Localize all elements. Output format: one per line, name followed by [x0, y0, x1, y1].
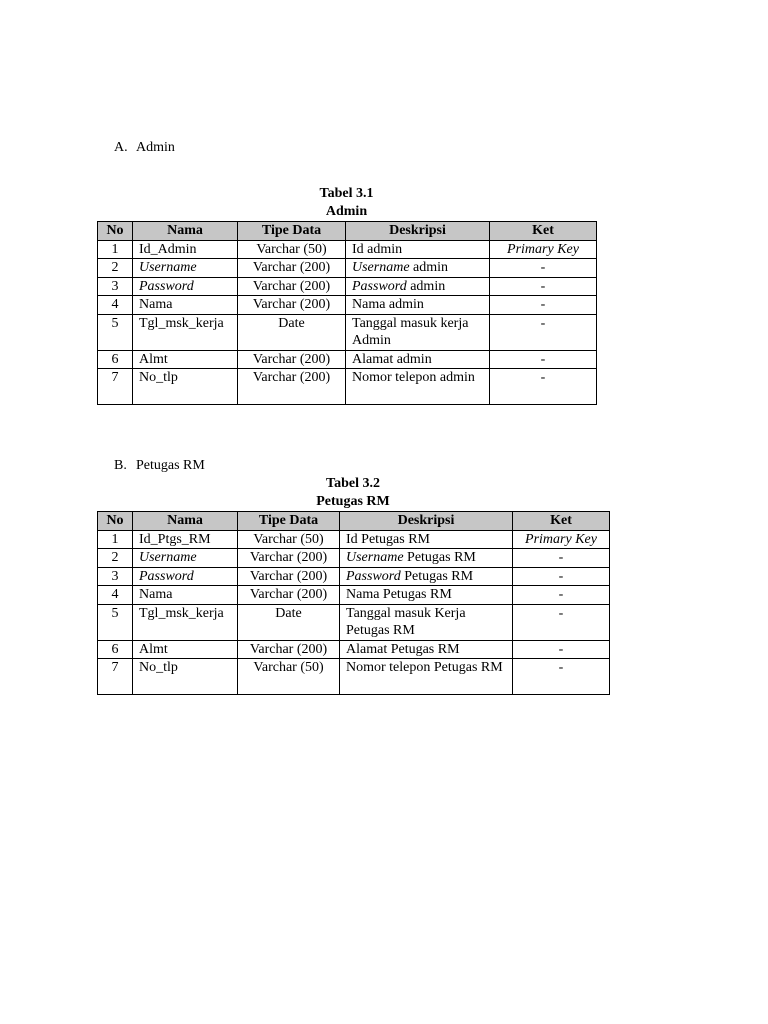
cell-no: 4 — [98, 586, 133, 605]
desc-text: Id admin — [352, 241, 403, 257]
cell-ket: - — [490, 314, 597, 350]
cell-nama: Id_Admin — [133, 240, 238, 259]
table-caption-petugas-rm — [97, 475, 609, 511]
table-row — [98, 259, 597, 278]
cell-tipe: Date — [238, 604, 340, 640]
cell-tipe: Varchar (200) — [238, 296, 346, 315]
section-title: Admin — [136, 140, 175, 155]
cell-no: 2 — [98, 549, 133, 568]
cell-ket: - — [490, 350, 597, 369]
column-header-nama: Nama — [133, 512, 238, 531]
cell-no: 3 — [98, 277, 133, 296]
cell-deskripsi — [340, 549, 513, 568]
section-title: Petugas RM — [136, 458, 205, 473]
cell-tipe: Varchar (200) — [238, 350, 346, 369]
column-header-no: No — [98, 222, 133, 241]
cell-tipe: Varchar (200) — [238, 259, 346, 278]
cell-ket: - — [513, 640, 610, 659]
cell-nama: No_tlp — [133, 659, 238, 695]
table-row — [98, 277, 597, 296]
table-row — [98, 604, 610, 640]
column-header-deskripsi: Deskripsi — [346, 222, 490, 241]
cell-no: 6 — [98, 350, 133, 369]
desc-text: Petugas RM — [400, 568, 474, 584]
cell-nama: Nama — [133, 296, 238, 315]
table-title: Admin — [325, 204, 368, 219]
cell-nama: Almt — [133, 640, 238, 659]
table-title: Petugas RM — [316, 494, 390, 509]
desc-text: admin — [409, 260, 449, 275]
desc-text: admin — [406, 278, 446, 294]
cell-no: 1 — [98, 530, 133, 549]
table-row — [98, 659, 610, 695]
cell-deskripsi — [340, 586, 513, 605]
cell-deskripsi — [346, 314, 490, 350]
desc-italic: Password — [352, 278, 407, 294]
column-header-deskripsi: Deskripsi — [340, 512, 513, 531]
cell-ket: - — [513, 567, 610, 586]
cell-deskripsi — [346, 296, 490, 315]
cell-ket: - — [513, 604, 610, 640]
cell-ket: - — [513, 549, 610, 568]
cell-no: 3 — [98, 567, 133, 586]
cell-tipe: Varchar (50) — [238, 530, 340, 549]
table-header-row — [98, 512, 610, 531]
cell-nama: Username — [133, 259, 238, 278]
table-caption-admin — [97, 185, 596, 221]
cell-nama: Password — [133, 567, 238, 586]
desc-text: Petugas RM — [403, 550, 476, 565]
cell-nama: Password — [133, 277, 238, 296]
desc-text: Tanggal masuk kerja Admin — [352, 315, 469, 348]
cell-ket: Primary Key — [513, 530, 610, 549]
column-header-nama: Nama — [133, 222, 238, 241]
section-letter: B. — [114, 458, 127, 473]
cell-no: 5 — [98, 314, 133, 350]
section-letter: A. — [114, 140, 128, 155]
cell-tipe: Varchar (200) — [238, 586, 340, 605]
table-row — [98, 314, 597, 350]
cell-nama: Id_Ptgs_RM — [133, 530, 238, 549]
cell-no: 7 — [98, 659, 133, 695]
section-heading-petugas-rm — [114, 458, 205, 474]
desc-text: Nomor telepon Petugas RM — [346, 660, 503, 675]
cell-ket: - — [490, 369, 597, 405]
table-row — [98, 530, 610, 549]
column-header-tipe-data: Tipe Data — [238, 512, 340, 531]
cell-tipe: Date — [238, 314, 346, 350]
cell-deskripsi — [346, 240, 490, 259]
cell-nama: Username — [133, 549, 238, 568]
cell-deskripsi — [340, 530, 513, 549]
admin-table — [97, 221, 597, 405]
cell-no: 7 — [98, 369, 133, 405]
table-header-row — [98, 222, 597, 241]
cell-nama: Nama — [133, 586, 238, 605]
table-number: Tabel 3.1 — [319, 186, 374, 201]
cell-no: 2 — [98, 259, 133, 278]
cell-deskripsi — [340, 567, 513, 586]
section-heading-admin — [114, 140, 175, 156]
cell-deskripsi — [340, 640, 513, 659]
desc-text: Alamat Petugas RM — [346, 641, 460, 657]
cell-ket: - — [490, 277, 597, 296]
cell-deskripsi — [346, 277, 490, 296]
column-header-ket: Ket — [513, 512, 610, 531]
table-row — [98, 369, 597, 405]
table-row — [98, 296, 597, 315]
cell-no: 4 — [98, 296, 133, 315]
desc-text: Nomor telepon admin — [352, 370, 475, 385]
table-row — [98, 549, 610, 568]
cell-tipe: Varchar (200) — [238, 369, 346, 405]
column-header-tipe-data: Tipe Data — [238, 222, 346, 241]
cell-nama: Tgl_msk_kerja — [133, 604, 238, 640]
cell-deskripsi — [340, 659, 513, 695]
table-row — [98, 586, 610, 605]
column-header-no: No — [98, 512, 133, 531]
cell-nama: Almt — [133, 350, 238, 369]
desc-text: Tanggal masuk Kerja Petugas RM — [346, 605, 466, 638]
cell-ket: - — [490, 296, 597, 315]
cell-tipe: Varchar (200) — [238, 567, 340, 586]
table-number: Tabel 3.2 — [326, 476, 380, 491]
table-row — [98, 350, 597, 369]
cell-deskripsi — [346, 259, 490, 278]
desc-italic: Username — [346, 550, 404, 565]
cell-deskripsi — [340, 604, 513, 640]
column-header-ket: Ket — [490, 222, 597, 241]
cell-tipe: Varchar (200) — [238, 640, 340, 659]
cell-tipe: Varchar (200) — [238, 549, 340, 568]
cell-ket: Primary Key — [490, 240, 597, 259]
cell-tipe: Varchar (50) — [238, 240, 346, 259]
cell-ket: - — [513, 659, 610, 695]
cell-no: 5 — [98, 604, 133, 640]
cell-nama: No_tlp — [133, 369, 238, 405]
cell-ket: - — [513, 586, 610, 605]
cell-no: 1 — [98, 240, 133, 259]
cell-deskripsi — [346, 350, 490, 369]
cell-no: 6 — [98, 640, 133, 659]
petugas-rm-table — [97, 511, 610, 695]
desc-italic: Username — [352, 260, 410, 275]
desc-text: Id Petugas RM — [346, 531, 430, 547]
desc-italic: Password — [346, 568, 401, 584]
cell-tipe: Varchar (50) — [238, 659, 340, 695]
cell-nama: Tgl_msk_kerja — [133, 314, 238, 350]
table-row — [98, 567, 610, 586]
desc-text: Alamat admin — [352, 351, 432, 367]
desc-text: Nama Petugas RM — [346, 587, 452, 602]
cell-ket: - — [490, 259, 597, 278]
table-row — [98, 640, 610, 659]
desc-text: Nama admin — [352, 297, 424, 312]
cell-deskripsi — [346, 369, 490, 405]
table-row — [98, 240, 597, 259]
cell-tipe: Varchar (200) — [238, 277, 346, 296]
